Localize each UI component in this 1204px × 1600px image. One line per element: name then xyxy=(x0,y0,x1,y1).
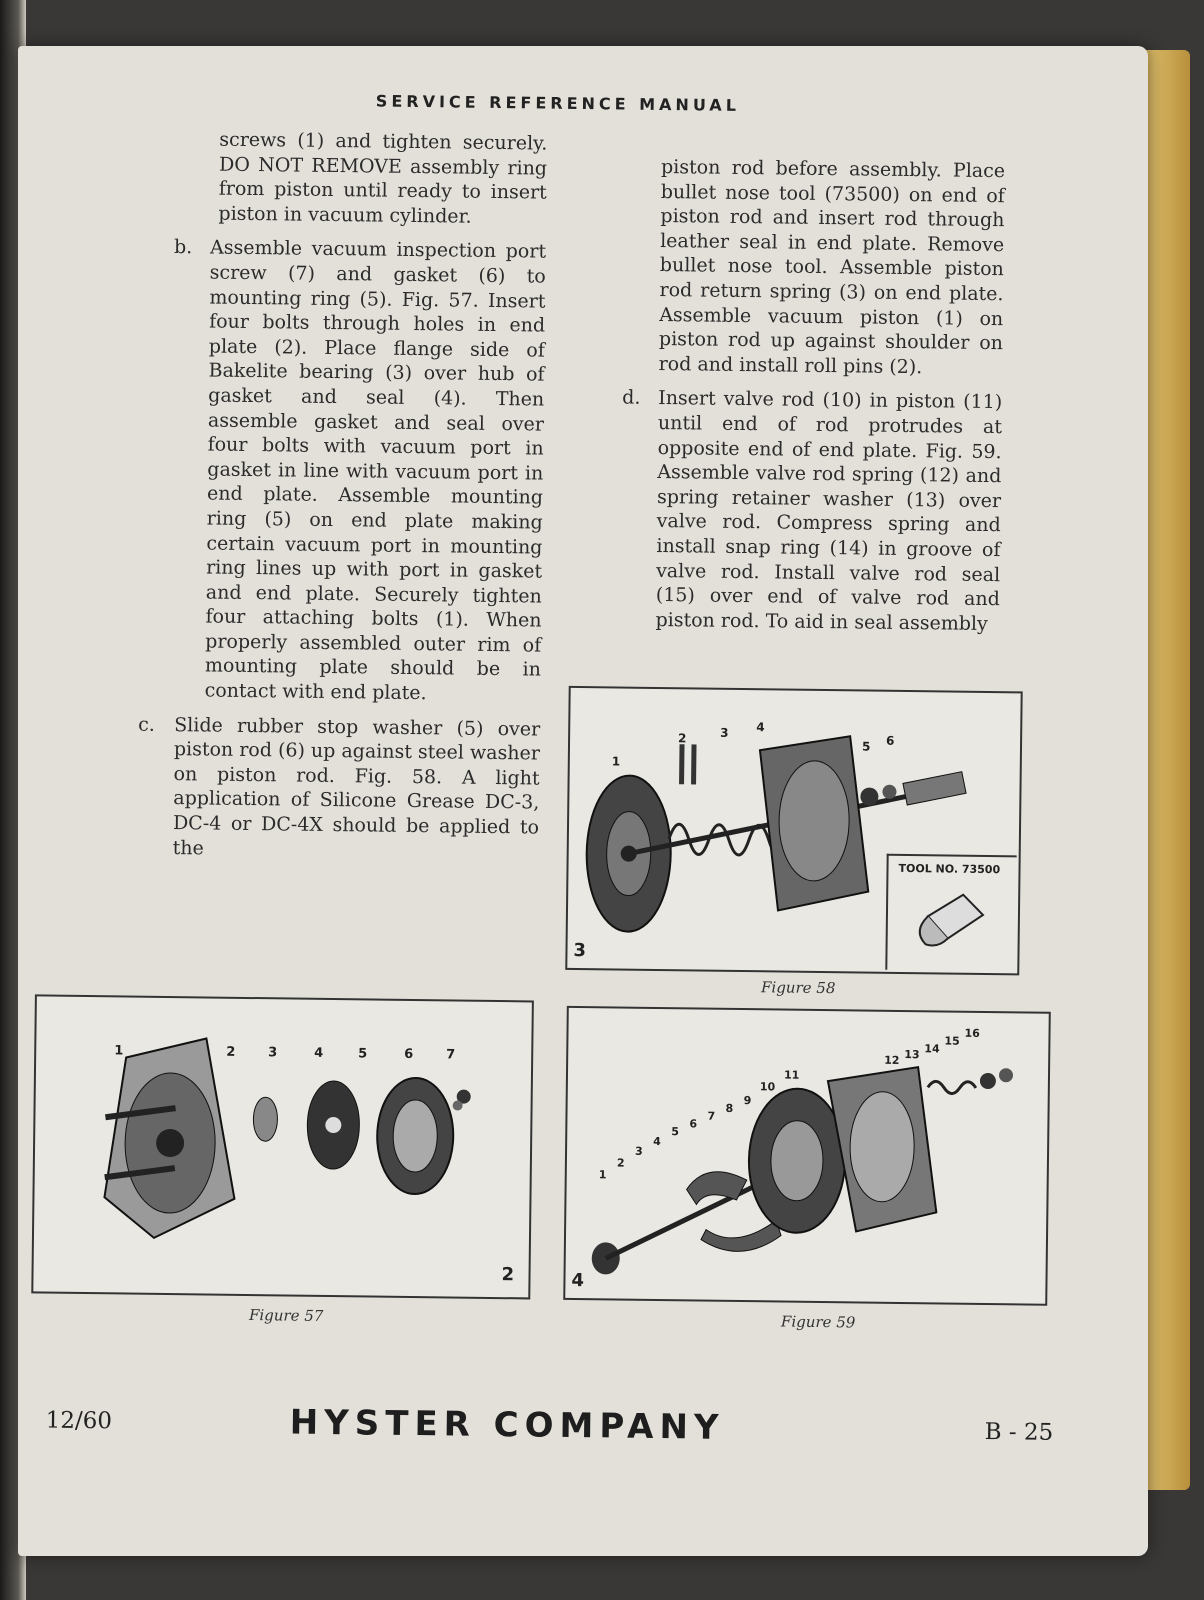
footer-page-number: B - 25 xyxy=(984,1419,1054,1446)
callout-6: 6 xyxy=(689,1117,698,1131)
callout-9: 9 xyxy=(743,1094,752,1108)
callout-3: 3 xyxy=(634,1144,643,1158)
tool-label: TOOL NO. 73500 xyxy=(898,861,1001,877)
callout-7: 7 xyxy=(446,1047,456,1063)
figure-corner-number: 4 xyxy=(571,1269,585,1292)
callout-2: 2 xyxy=(226,1044,236,1060)
figure-59-caption: Figure 59 xyxy=(780,1312,856,1332)
callout-12: 12 xyxy=(884,1053,900,1067)
callout-2: 2 xyxy=(678,731,687,746)
callout-4: 4 xyxy=(653,1134,661,1149)
figure-corner-number: 3 xyxy=(573,939,587,962)
callout-7: 7 xyxy=(707,1109,716,1123)
figure-57 xyxy=(31,994,534,1299)
figure-58-caption: Figure 58 xyxy=(760,978,836,998)
figure-58 xyxy=(565,686,1022,976)
callout-6: 6 xyxy=(886,733,895,748)
footer-date: 12/60 xyxy=(45,1407,113,1435)
callout-1: 1 xyxy=(611,754,621,769)
callout-5: 5 xyxy=(671,1125,680,1139)
end-plate-assembly-drawing xyxy=(33,996,532,1297)
figure-57-caption: Figure 57 xyxy=(248,1306,324,1325)
callout-10: 10 xyxy=(759,1080,776,1094)
callout-3: 3 xyxy=(720,725,729,740)
page-header: SERVICE REFERENCE MANUAL xyxy=(375,91,741,115)
callout-16: 16 xyxy=(964,1026,980,1040)
footer-company: HYSTER COMPANY xyxy=(289,1402,725,1448)
bullet-nose-tool-drawing xyxy=(887,856,1016,972)
callout-15: 15 xyxy=(944,1034,960,1048)
step-text: Slide rubber stop washer (5) over piston rod (6) up against steel washer on piston rod. Fig. 58. A light application of Silicone Grease DC-3, DC-4 or DC-4X should be applied to the xyxy=(172,713,541,860)
callout-8: 8 xyxy=(725,1101,734,1115)
callout-11: 11 xyxy=(783,1068,800,1082)
callout-14: 14 xyxy=(924,1042,940,1056)
step-d xyxy=(619,386,1002,637)
figure-59 xyxy=(563,1006,1051,1306)
manual-page xyxy=(18,46,1148,1556)
figure-corner-number: 2 xyxy=(501,1264,515,1286)
callout-5: 5 xyxy=(358,1046,368,1062)
right-column xyxy=(622,155,1006,647)
callout-4: 4 xyxy=(756,720,765,735)
callout-6: 6 xyxy=(404,1046,414,1063)
step-label: c. xyxy=(138,713,156,736)
callout-3: 3 xyxy=(268,1045,278,1061)
step-c xyxy=(137,712,541,864)
step-label: d. xyxy=(622,386,641,410)
step-label: b. xyxy=(173,236,193,259)
tool-inset xyxy=(885,854,1016,972)
callout-2: 2 xyxy=(616,1156,625,1170)
callout-5: 5 xyxy=(861,739,871,754)
callout-1: 1 xyxy=(598,1168,607,1182)
right-continuation: piston rod before assembly. Place bullet nose tool (73500) on end of piston rod and insert rod through leather seal in end plate. Remove bullet nose tool. Assemble piston rod return spring (3) on end plate. Assemble vacuum piston (1) on piston rod up against shoulder on rod and install roll pins (2). xyxy=(658,155,1006,378)
step-b xyxy=(168,235,546,707)
callout-4: 4 xyxy=(314,1045,324,1061)
left-column xyxy=(138,127,548,875)
step-text: Insert valve rod (10) in piston (11) until end of rod protrudes at opposite end of end plate. Fig. 59. Assemble valve rod spring (12) and spring retainer washer (13) over valve rod. Compress spring and install snap ring (14) in groove of valve rod. Install valve rod seal (15) over end of valve rod and piston rod. To aid in seal assembly xyxy=(655,387,1003,635)
callout-1: 1 xyxy=(114,1043,124,1059)
left-continuation: screws (1) and tighten securely. DO NOT REMOVE assembly ring from piston until ready to insert piston in vacuum cylinder. xyxy=(218,128,548,228)
step-text: Assemble vacuum inspection port screw (7) and gasket (6) to mounting ring (5). Fig. 57. Insert four bolts through holes in end plate (2). Place flange side of Bakelite bearing (3) over hub of gasket and seal (4). Then assemble gasket and seal over four bolts with vacuum port in gasket in line with vacuum port in end plate. Assemble mounting ring (5) on end plate making certain vacuum port in mounting ring lines up with port in gasket and end plate. Securely tighten four attaching bolts (1). When properly assembled outer rim of mounting plate should be in contact with end plate. xyxy=(204,236,547,705)
callout-13: 13 xyxy=(904,1048,920,1062)
